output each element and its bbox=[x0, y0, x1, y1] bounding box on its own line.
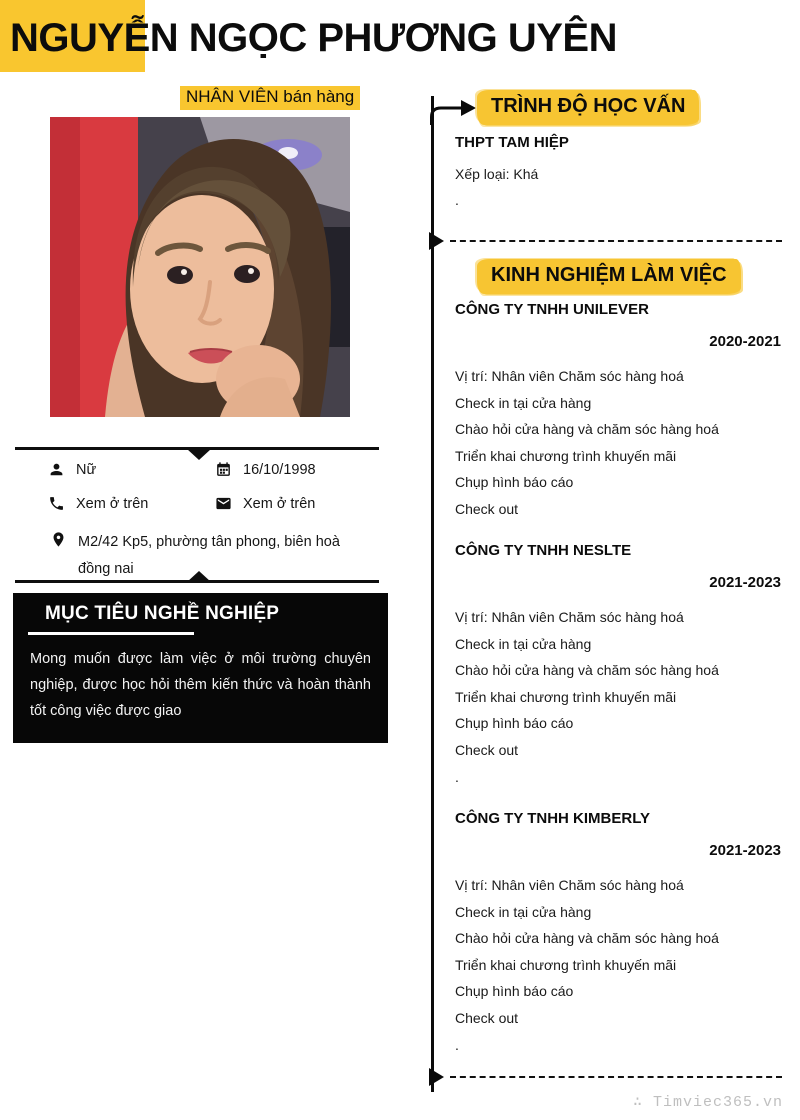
portrait-illustration bbox=[50, 117, 350, 417]
job-line: Chụp hình báo cáo bbox=[455, 474, 574, 490]
job-line: Check in tại cửa hàng bbox=[455, 394, 592, 411]
objective-text: Mong muốn được làm việc ở môi trường chuyên nghiệp, được học hỏi thêm kiến thức và hoàn thành tốt công việc được giao bbox=[30, 650, 371, 719]
site-watermark: ∴ Timviec365.vn bbox=[633, 1094, 784, 1111]
job-note: . bbox=[455, 769, 459, 785]
job-line: Chụp hình báo cáo bbox=[455, 983, 574, 999]
company-name: CÔNG TY TNHH UNILEVER bbox=[455, 301, 649, 318]
triangle-right-icon bbox=[429, 1068, 444, 1086]
education-school: THPT TAM HIỆP bbox=[455, 134, 569, 151]
triangle-right-icon bbox=[429, 232, 444, 250]
envelope-icon bbox=[215, 495, 232, 512]
person-icon bbox=[48, 461, 65, 478]
phone-row bbox=[48, 495, 148, 512]
profile-photo bbox=[50, 117, 350, 417]
objective-underline bbox=[28, 632, 194, 635]
job-line: Vị trí: Nhân viên Chăm sóc hàng hoá bbox=[455, 368, 684, 384]
dashed-divider bbox=[450, 1076, 782, 1078]
triangle-down-icon bbox=[187, 449, 211, 460]
job-line: Triển khai chương trình khuyến mãi bbox=[455, 956, 677, 973]
job-line: Check out bbox=[455, 1009, 519, 1026]
job-entry bbox=[455, 542, 781, 791]
company-name: CÔNG TY TNHH KIMBERLY bbox=[455, 810, 651, 827]
job-line: Check in tại cửa hàng bbox=[455, 903, 592, 920]
job-line: Chụp hình báo cáo bbox=[455, 715, 574, 731]
job-period: 2021-2023 bbox=[709, 574, 781, 591]
objective-section bbox=[13, 593, 388, 743]
email-value: Xem ở trên bbox=[243, 495, 316, 512]
job-line: Triển khai chương trình khuyến mãi bbox=[455, 447, 677, 464]
job-line: Chào hỏi cửa hàng và chăm sóc hàng hoá bbox=[455, 662, 719, 678]
address-value: M2/42 Kp5, phường tân phong, biên hoà đồng nai bbox=[78, 534, 340, 577]
phone-icon bbox=[48, 495, 65, 512]
birth-date-row bbox=[215, 461, 316, 478]
email-row bbox=[215, 495, 315, 512]
dashed-divider bbox=[450, 240, 782, 242]
triangle-up-icon bbox=[187, 571, 211, 582]
education-heading-label: TRÌNH ĐỘ HỌC VẤN bbox=[477, 90, 699, 125]
objective-heading: MỤC TIÊU NGHỀ NGHIỆP bbox=[45, 603, 280, 624]
info-divider-top bbox=[15, 447, 379, 450]
job-line: Check in tại cửa hàng bbox=[455, 635, 592, 652]
job-period: 2021-2023 bbox=[709, 842, 781, 859]
birth-date-value: 16/10/1998 bbox=[243, 461, 316, 478]
experience-heading bbox=[477, 259, 741, 294]
company-name: CÔNG TY TNHH NESLTE bbox=[455, 542, 632, 559]
job-line: Chào hỏi cửa hàng và chăm sóc hàng hoá bbox=[455, 930, 719, 946]
job-note: . bbox=[455, 1037, 459, 1053]
job-period: 2020-2021 bbox=[709, 333, 781, 350]
job-entry bbox=[455, 810, 781, 1059]
job-line: Vị trí: Nhân viên Chăm sóc hàng hoá bbox=[455, 609, 684, 625]
job-line: Vị trí: Nhân viên Chăm sóc hàng hoá bbox=[455, 877, 684, 893]
education-note: . bbox=[455, 192, 459, 208]
experience-heading-label: KINH NGHIỆM LÀM VIỆC bbox=[477, 259, 741, 294]
personal-info-section bbox=[15, 447, 379, 587]
location-pin-icon bbox=[50, 531, 67, 548]
phone-value: Xem ở trên bbox=[76, 495, 149, 512]
gender-row bbox=[48, 461, 96, 478]
candidate-name: NGUYỄN NGỌC PHƯƠNG UYÊN bbox=[10, 16, 617, 60]
info-divider-bottom bbox=[15, 580, 379, 583]
education-detail: Xếp loại: Khá bbox=[455, 166, 539, 182]
education-heading bbox=[477, 90, 699, 125]
job-line: Triển khai chương trình khuyến mãi bbox=[455, 688, 677, 705]
job-entry bbox=[455, 301, 781, 522]
gender-value: Nữ bbox=[76, 461, 97, 478]
job-line: Check out bbox=[455, 500, 519, 517]
job-title: NHÂN VIÊN bán hàng bbox=[180, 86, 360, 110]
job-line: Check out bbox=[455, 741, 519, 758]
job-line: Chào hỏi cửa hàng và chăm sóc hàng hoá bbox=[455, 421, 719, 437]
calendar-icon bbox=[215, 461, 232, 478]
